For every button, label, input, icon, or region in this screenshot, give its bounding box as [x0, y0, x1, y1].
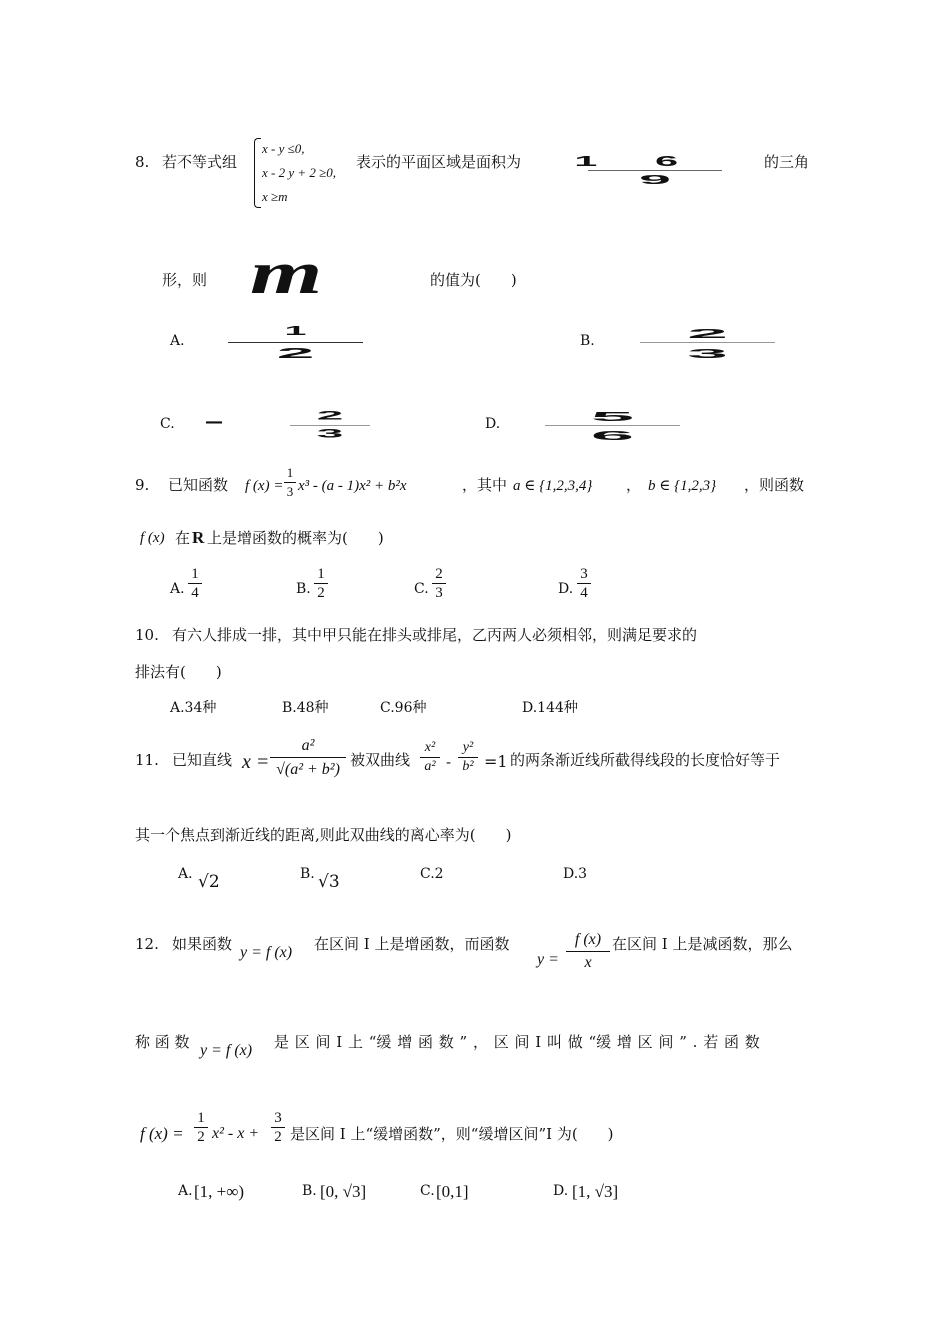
q11-option-a-value[interactable]: √2 [198, 872, 220, 892]
q11-text-4: 其一个焦点到渐近线的距离,则此双曲线的离心率为( ) [135, 826, 512, 844]
q8-text-5: 的值为( ) [430, 271, 517, 289]
q8-system-line-1: x - y ≤0, [262, 141, 305, 156]
q11-equals-one: =1 [484, 752, 508, 771]
q11-line-lhs: x = [242, 751, 270, 773]
q8-area-numerator: 16 [574, 152, 736, 170]
q8-text-2: 表示的平面区域是面积为 [356, 153, 522, 171]
q8-option-d-num: 5 [590, 408, 635, 424]
q9-option-d-fraction[interactable]: 3 4 [577, 566, 591, 601]
q9-option-c-fraction[interactable]: 2 3 [432, 566, 446, 601]
q12-g-fraction: f (x) x [566, 930, 610, 973]
q11-number: 11. [135, 751, 159, 769]
q12-text-5: 是 区 间 I 上 “缓 增 函 数 ” ， 区 间 I 叫 做 “缓 增 区 间 ” . 若 函 数 [274, 1033, 760, 1051]
q8-option-b-label[interactable]: B. [580, 333, 595, 349]
q12-option-c-label[interactable]: C. [420, 1183, 435, 1199]
q8-option-c-num: 2 [316, 409, 344, 423]
q8-option-c-fraction[interactable] [290, 404, 370, 448]
q8-number: 8. [135, 153, 150, 171]
q12-func-3-frac-a: 1 2 [194, 1110, 208, 1145]
q8-area-denominator: 9 [639, 171, 671, 187]
q8-option-d-den: 6 [590, 427, 635, 443]
q12-option-d-label[interactable]: D. [553, 1183, 569, 1199]
q8-variable-m: m [250, 240, 323, 306]
q11-option-d[interactable]: D.3 [563, 866, 588, 882]
q8-area-fraction [574, 150, 736, 196]
q11-option-b-value[interactable]: √3 [318, 872, 340, 892]
q9-line2-text-2: 上是增函数的概率为( ) [207, 529, 384, 547]
q8-option-c-den: 3 [316, 427, 344, 441]
q10-option-b[interactable]: B.48种 [282, 700, 329, 716]
q12-func-2: y = f (x) [200, 1042, 253, 1059]
q12-func-3-frac-b: 3 2 [271, 1110, 285, 1145]
q9-option-a-fraction[interactable]: 1 4 [188, 566, 202, 601]
q11-hyperbola-x-term: x² a² [420, 740, 440, 775]
q9-func-rhs: x³ - (a - 1)x² + b²x [298, 478, 407, 494]
q8-system-line-3: x ≥m [262, 189, 288, 204]
q9-text-2: ，其中 [462, 476, 508, 494]
q12-option-d-value[interactable]: [1, √3] [572, 1182, 619, 1201]
q11-text-3: 的两条渐近线所截得线段的长度恰好等于 [510, 751, 781, 769]
q9-sep: ， [626, 476, 642, 494]
q8-option-d-fraction[interactable] [545, 403, 680, 449]
q12-text-3: 在区间 I 上是减函数，那么 [612, 935, 793, 953]
q12-text-6: 是区间 I 上“缓增函数”，则“缓增区间”I 为( ) [290, 1125, 614, 1143]
q8-option-d-label[interactable]: D. [485, 416, 501, 432]
q8-option-b-fraction[interactable] [640, 320, 775, 366]
q8-option-a-den: 2 [276, 344, 315, 362]
q12-y-eq: y = [537, 951, 559, 968]
q8-option-a-fraction[interactable] [228, 322, 363, 366]
q12-text-4: 称 函 数 [135, 1033, 190, 1051]
q8-option-b-num: 2 [687, 325, 728, 341]
q9-set-b: b ∈ {1,2,3} [648, 478, 717, 494]
q8-text-1: 若不等式组 [162, 153, 238, 171]
q12-option-b-value[interactable]: [0, √3] [320, 1182, 367, 1201]
q9-line2-R: R [192, 528, 205, 547]
q12-option-c-value[interactable]: [0,1] [436, 1182, 469, 1201]
q12-number: 12. [135, 935, 159, 953]
q9-func-fraction: 1 3 [284, 465, 296, 500]
q12-func-3-lhs: f (x) = [140, 1124, 184, 1143]
q11-line-fraction: a² √(a² + b²) [270, 736, 346, 781]
q12-func-1: y = f (x) [240, 944, 293, 961]
q9-line2-text-1: 在 [175, 529, 191, 547]
q8-option-b-den: 3 [687, 345, 728, 361]
q9-option-d-label[interactable]: D. [558, 581, 574, 597]
q9-option-a-label[interactable]: A. [170, 581, 185, 597]
q11-option-b-label[interactable]: B. [300, 866, 315, 882]
q9-number: 9. [135, 476, 150, 494]
q11-text-2: 被双曲线 [350, 751, 411, 769]
q12-text-1: 如果函数 [172, 935, 233, 953]
q12-option-b-label[interactable]: B. [302, 1183, 317, 1199]
q12-text-2: 在区间 I 上是增函数，而函数 [314, 935, 510, 953]
q10-text-2: 排法有( ) [135, 663, 222, 681]
q8-text-4: 形，则 [162, 271, 208, 289]
q11-minus: - [446, 753, 452, 771]
q8-system-line-2: x - 2 y + 2 ≥0, [262, 165, 337, 180]
q8-option-c-sign: — [205, 411, 223, 432]
q11-option-a-label[interactable]: A. [178, 866, 193, 882]
q8-option-a-num: 1 [284, 323, 307, 339]
q12-option-a-value[interactable]: [1, +∞) [194, 1182, 245, 1201]
q9-option-c-label[interactable]: C. [414, 581, 429, 597]
q10-option-c[interactable]: C.96种 [380, 700, 427, 716]
q9-line2-f: f (x) [140, 530, 165, 546]
q10-number: 10. [135, 626, 159, 644]
q9-option-b-fraction[interactable]: 1 2 [314, 566, 328, 601]
q8-option-c-label[interactable]: C. [160, 416, 175, 432]
q12-func-3-mid: x² - x + [212, 1125, 260, 1142]
q11-option-c[interactable]: C.2 [420, 866, 444, 882]
q9-option-b-label[interactable]: B. [296, 581, 311, 597]
q9-text-3: ，则函数 [744, 476, 805, 494]
q9-func-lhs: f (x) = [245, 478, 284, 494]
q8-text-3: 的三角 [764, 153, 810, 171]
q11-text-1: 已知直线 [172, 751, 233, 769]
q8-option-a-label[interactable]: A. [170, 333, 185, 349]
q9-set-a: a ∈ {1,2,3,4} [513, 478, 593, 494]
q8-system-brace [254, 138, 261, 208]
q9-text-1: 已知函数 [168, 476, 229, 494]
q10-text-1: 有六人排成一排，其中甲只能在排头或排尾，乙丙两人必须相邻，则满足要求的 [172, 626, 698, 644]
q10-option-d[interactable]: D.144种 [522, 700, 578, 716]
q11-hyperbola-y-term: y² b² [458, 740, 478, 775]
q10-option-a[interactable]: A.34种 [170, 700, 217, 716]
q12-option-a-label[interactable]: A. [178, 1183, 193, 1199]
